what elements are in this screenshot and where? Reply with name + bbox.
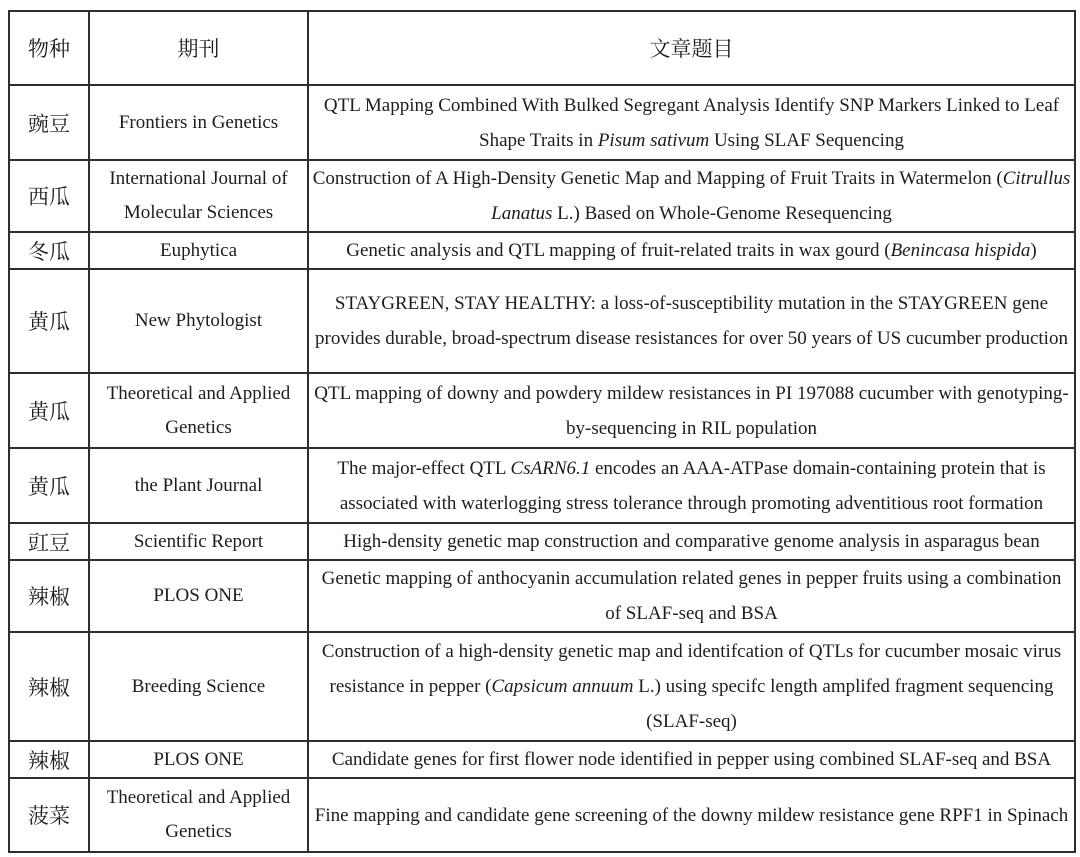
article-title-cell: QTL mapping of downy and powdery mildew resistances in PI 197088 cucumber with genotyping-by-sequencing in RIL population [308, 373, 1075, 448]
table-row [9, 448, 1075, 523]
table-row [9, 269, 1075, 373]
article-title-cell: Construction of A High-Density Genetic Map and Mapping of Fruit Traits in Watermelon (Citrullus Lanatus L.) Based on Whole-Genome Resequencing [308, 160, 1075, 232]
table-row [9, 373, 1075, 448]
journal-cell: New Phytologist [89, 269, 308, 373]
species-cell: 辣椒 [9, 560, 89, 632]
article-title-cell: Fine mapping and candidate gene screening of the downy mildew resistance gene RPF1 in Spinach [308, 778, 1075, 852]
publications-table [8, 10, 1076, 853]
table-row [9, 232, 1075, 269]
article-title-cell: STAYGREEN, STAY HEALTHY: a loss-of-susceptibility mutation in the STAYGREEN gene provides durable, broad-spectrum disease resistances for over 50 years of US cucumber production [308, 269, 1075, 373]
species-cell: 西瓜 [9, 160, 89, 232]
journal-cell: Scientific Report [89, 523, 308, 560]
journal-cell: Theoretical and Applied Genetics [89, 778, 308, 852]
journal-cell: Theoretical and Applied Genetics [89, 373, 308, 448]
article-title-cell: High-density genetic map construction and comparative genome analysis in asparagus bean [308, 523, 1075, 560]
article-title-cell: Genetic analysis and QTL mapping of fruit-related traits in wax gourd (Benincasa hispida) [308, 232, 1075, 269]
table-header-row [9, 11, 1075, 85]
journal-cell: International Journal of Molecular Sciences [89, 160, 308, 232]
table-row [9, 560, 1075, 632]
article-title-cell: Genetic mapping of anthocyanin accumulation related genes in pepper fruits using a combination of SLAF-seq and BSA [308, 560, 1075, 632]
species-cell: 豇豆 [9, 523, 89, 560]
journal-cell: PLOS ONE [89, 741, 308, 778]
article-title-cell: Candidate genes for first flower node identified in pepper using combined SLAF-seq and BSA [308, 741, 1075, 778]
species-cell: 冬瓜 [9, 232, 89, 269]
article-title-cell: Construction of a high-density genetic map and identifcation of QTLs for cucumber mosaic virus resistance in pepper (Capsicum annuum L.) using specifc length amplifed fragment sequencing (SLAF-seq) [308, 632, 1075, 741]
table-row [9, 778, 1075, 852]
species-cell: 豌豆 [9, 85, 89, 160]
species-cell: 菠菜 [9, 778, 89, 852]
table-row [9, 741, 1075, 778]
header-species: 物种 [9, 11, 89, 85]
table-row [9, 85, 1075, 160]
journal-cell: PLOS ONE [89, 560, 308, 632]
species-cell: 黄瓜 [9, 269, 89, 373]
journal-cell: Frontiers in Genetics [89, 85, 308, 160]
article-title-cell: The major-effect QTL CsARN6.1 encodes an AAA-ATPase domain-containing protein that is associated with waterlogging stress tolerance through promoting adventitious root formation [308, 448, 1075, 523]
species-cell: 辣椒 [9, 632, 89, 741]
journal-cell: Breeding Science [89, 632, 308, 741]
article-title-cell: QTL Mapping Combined With Bulked Segregant Analysis Identify SNP Markers Linked to Leaf Shape Traits in Pisum sativum Using SLAF Sequencing [308, 85, 1075, 160]
journal-cell: the Plant Journal [89, 448, 308, 523]
table-row [9, 523, 1075, 560]
journal-cell: Euphytica [89, 232, 308, 269]
species-cell: 黄瓜 [9, 448, 89, 523]
species-cell: 辣椒 [9, 741, 89, 778]
table-row [9, 160, 1075, 232]
header-article-title: 文章题目 [308, 11, 1075, 85]
header-journal: 期刊 [89, 11, 308, 85]
table-row [9, 632, 1075, 741]
species-cell: 黄瓜 [9, 373, 89, 448]
